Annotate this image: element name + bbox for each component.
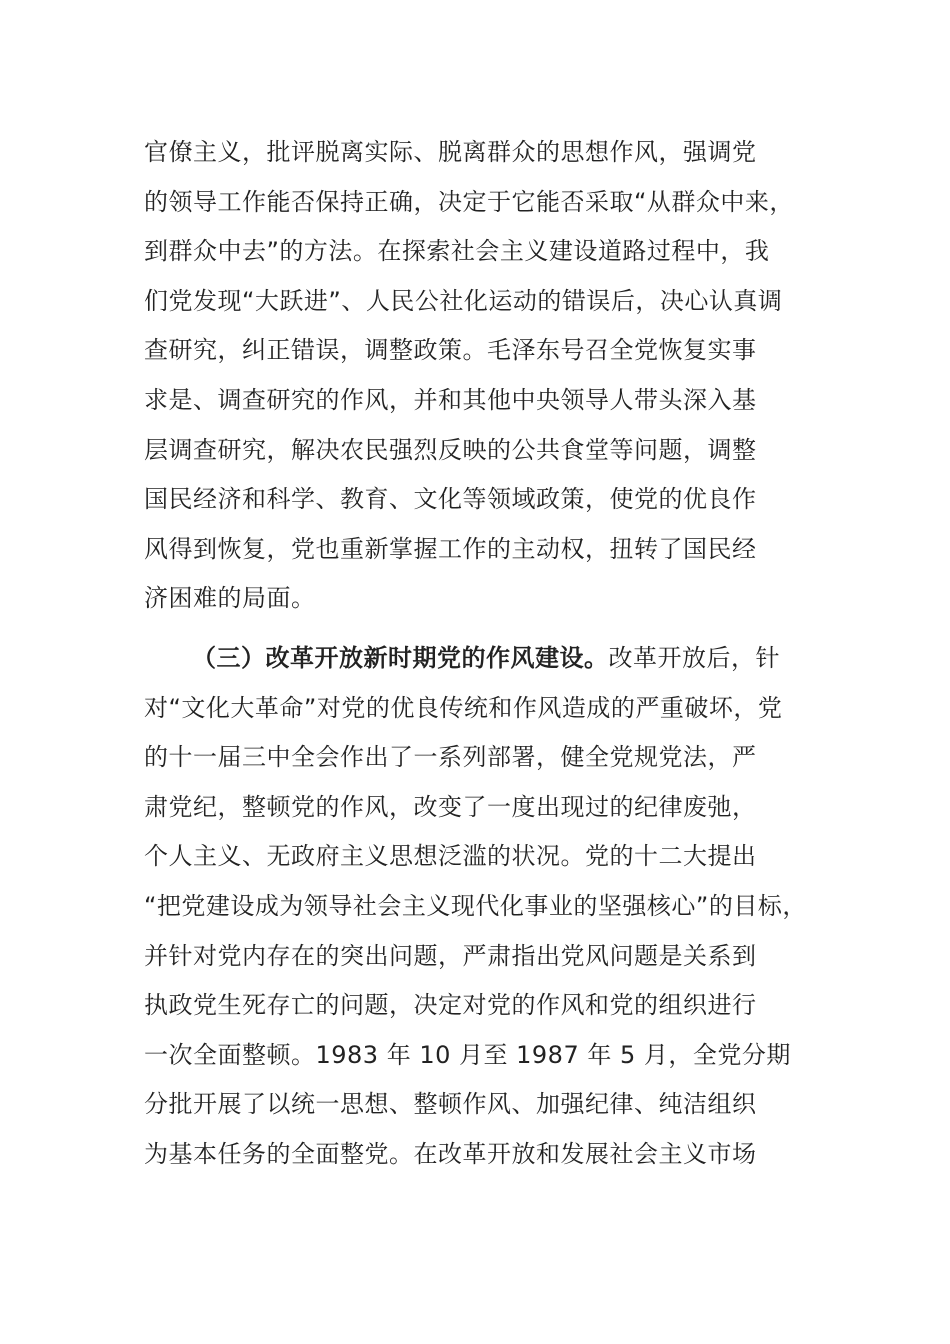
paragraph-line: “把党建设成为领导社会主义现代化事业的坚强核心”的目标， [144, 891, 807, 920]
paragraph-line: 个人主义、无政府主义思想泛滥的状况。党的十二大提出 [144, 842, 757, 871]
paragraph-line: 们党发现“大跃进”、人民公社化运动的错误后，决心认真调 [144, 286, 783, 315]
paragraph-line: 官僚主义，批评脱离实际、脱离群众的思想作风，强调党 [144, 138, 757, 166]
paragraph-line: 的领导工作能否保持正确，决定于它能否采取“从群众中来， [144, 187, 794, 216]
paragraph-line: 济困难的局面。 [144, 584, 316, 613]
paragraph-line: 为基本任务的全面整党。在改革开放和发展社会主义市场 [144, 1139, 757, 1168]
paragraph-line: 分批开展了以统一思想、整顿作风、加强纪律、纯洁组织 [144, 1090, 757, 1119]
paragraph-line: 求是、调查研究的作风，并和其他中央领导人带头深入基 [144, 385, 757, 414]
heading-followup-text: 改革开放后，针 [608, 643, 780, 672]
paragraph-line: 的十一届三中全会作出了一系列部署，健全党规党法，严 [144, 743, 757, 772]
paragraph-spacer [144, 624, 844, 634]
paragraph-line: 国民经济和科学、教育、文化等领域政策，使党的优良作 [144, 485, 757, 514]
section-heading: （三）改革开放新时期党的作风建设。 [192, 643, 609, 672]
paragraph-first-line [144, 634, 844, 684]
paragraph-line: 层调查研究，解决农民强烈反映的公共食堂等问题，调整 [144, 435, 757, 464]
paragraph-line: 执政党生死存亡的问题，决定对党的作风和党的组织进行 [144, 991, 757, 1020]
paragraph-1 [144, 128, 844, 624]
paragraph-line: 并针对党内存在的突出问题，严肃指出党风问题是关系到 [144, 941, 757, 970]
paragraph-line: 查研究，纠正错误，调整政策。毛泽东号召全党恢复实事 [144, 336, 757, 365]
paragraph-line: 风得到恢复，党也重新掌握工作的主动权，扭转了国民经 [144, 534, 757, 563]
paragraph-line: 到群众中去”的方法。在探索社会主义建设道路过程中，我 [144, 237, 770, 266]
paragraph-line: 肃党纪，整顿党的作风，改变了一度出现过的纪律废弛， [144, 792, 757, 821]
paragraph-line: 对“文化大革命”对党的优良传统和作风造成的严重破坏，党 [144, 693, 783, 722]
document-body [144, 128, 844, 1179]
paragraph-line: 一次全面整顿。1983 年 10 月至 1987 年 5 月，全党分期 [144, 1040, 791, 1069]
paragraph-2 [144, 634, 844, 1180]
